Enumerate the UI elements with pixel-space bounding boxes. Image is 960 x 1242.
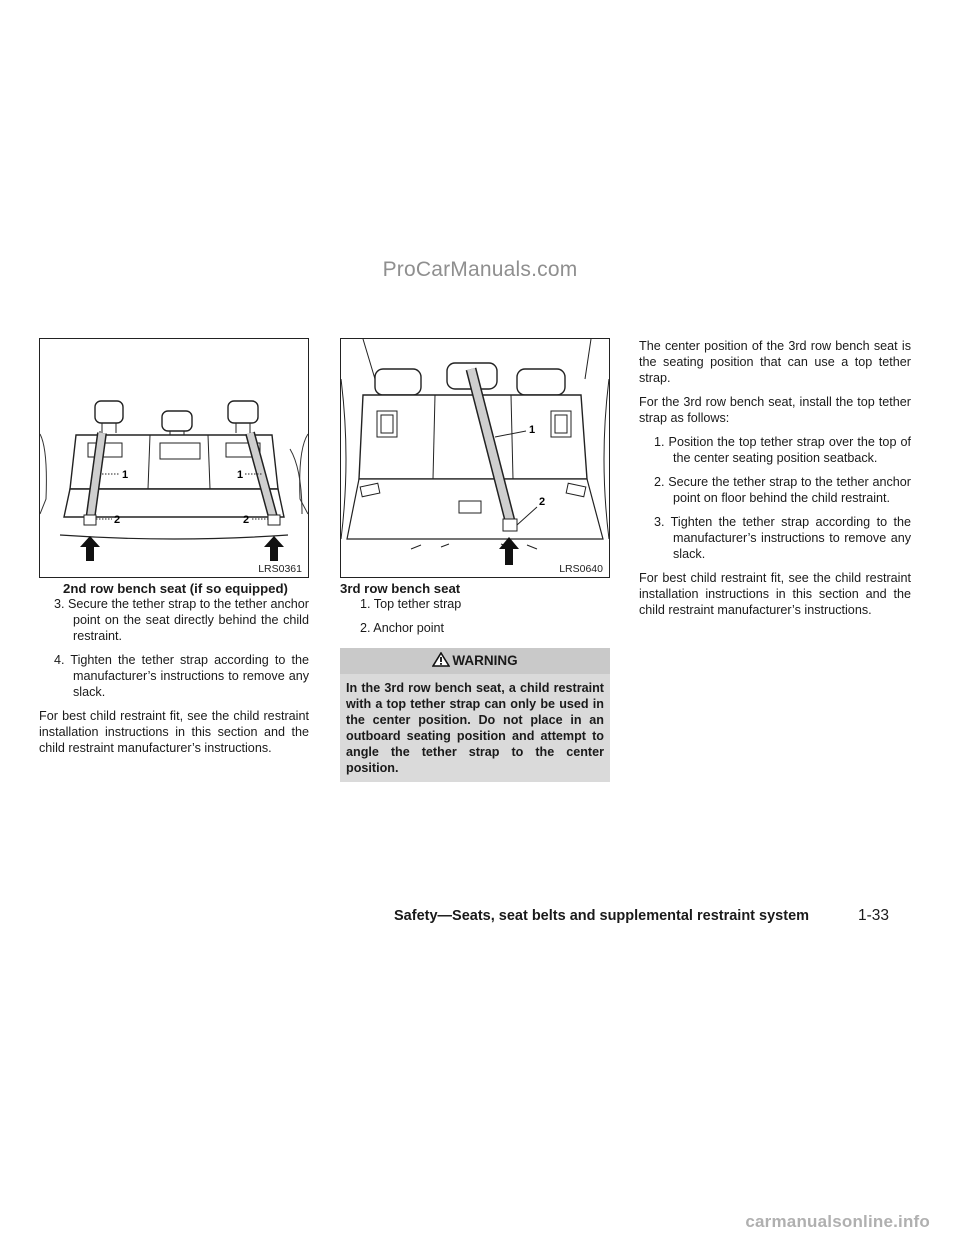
watermark-bottom: carmanualsonline.info [745,1212,930,1231]
callout-2-left: 2 [114,514,121,526]
figure-caption: 2nd row bench seat (if so equipped) [63,581,288,596]
warning-header [340,648,610,674]
figure-code: LRS0640 [559,563,603,575]
callout-1: 1 [529,424,536,436]
callout-2: 2 [539,496,546,508]
figure-code: LRS0361 [258,563,302,575]
figure-caption: 3rd row bench seat [340,581,461,596]
warning-text: In the 3rd row bench seat, a child restraint with a top tether strap can only be used in the center position. Do not place in an outboard seating position and attempt to angle the tether strap to the center position. [346,681,604,775]
callout-1-left: 1 [122,469,129,481]
step-3: 3. Tighten the tether strap according to the manufacturer’s instructions to remove any slack. [654,515,911,561]
column-middle [340,338,610,782]
step-3: 3. Secure the tether strap to the tether anchor point on the seat directly behind the child restraint. [54,597,309,643]
illustration-2nd-row-seat [40,339,308,577]
callout-2-right: 2 [243,514,250,526]
step-2: 2. Secure the tether strap to the tether anchor point on floor behind the child restraint. [654,475,911,505]
paragraph-fit: For best child restraint fit, see the child restraint installation instructions in this section and the child restraint manufacturer’s instructions. [39,709,309,755]
figure-3rd-row-bench-seat [340,338,610,578]
paragraph-center-position: The center position of the 3rd row bench seat is the seating position that can use a top tether strap. [639,339,911,385]
column-right [639,338,911,626]
callout-1-right: 1 [237,469,244,481]
step-4: 4. Tighten the tether strap according to the manufacturer’s instructions to remove any slack. [54,653,309,699]
footer-section-title: Safety—Seats, seat belts and supplemental restraint system [394,908,810,924]
paragraph-install-intro: For the 3rd row bench seat, install the top tether strap as follows: [639,395,911,425]
warning-box [340,648,610,782]
step-1: 1. Position the top tether strap over the top of the center seating position seatback. [654,435,911,465]
figure-2nd-row-bench-seat [39,338,309,578]
list-item-top-tether-strap: 1. Top tether strap [360,597,462,611]
list-item-anchor-point: 2. Anchor point [360,621,445,635]
watermark-top: ProCarManuals.com [382,258,578,281]
column-left [39,338,309,764]
warning-title: WARNING [452,653,518,668]
page-number: 1-33 [858,907,890,924]
illustration-3rd-row-seat [341,339,609,577]
paragraph-fit: For best child restraint fit, see the child restraint installation instructions in this section and the child restraint manufacturer’s instructions. [639,571,911,617]
warning-triangle-icon [432,652,450,670]
